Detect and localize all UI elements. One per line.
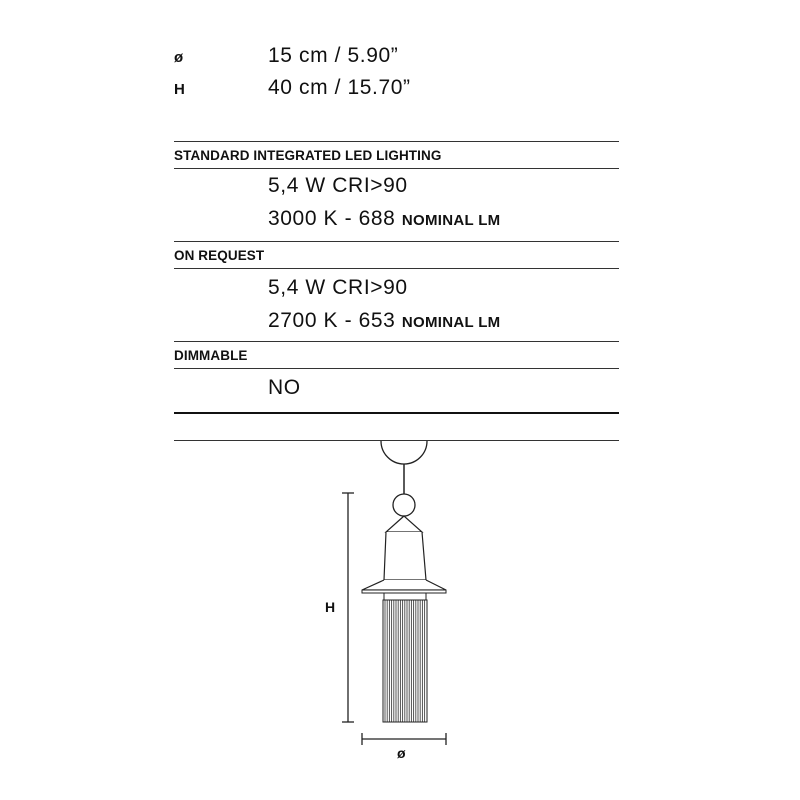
top-sphere [393,494,415,516]
on-request-lumen-unit: NOMINAL LM [401,314,501,331]
lamp-body [384,532,426,580]
lamp-neck [384,593,426,600]
section-label-standard-lighting: STANDARD INTEGRATED LED LIGHTING [174,148,442,163]
drawing-diameter-label: ø [397,745,406,761]
standard-lighting-lumen-unit: NOMINAL LM [401,212,501,229]
drawing-height-label: H [325,599,336,615]
lamp-brim [362,580,446,590]
diameter-symbol: ø [174,49,184,66]
diameter-value: 15 cm / 5.90” [268,44,399,67]
top-cone [386,516,422,532]
on-request-power: 5,4 W CRI>90 [268,276,408,299]
dimmable-value: NO [268,376,301,399]
section-label-on-request: ON REQUEST [174,248,265,263]
height-value: 40 cm / 15.70” [268,76,411,99]
canopy-shape [381,441,427,464]
lamp-fringe [385,600,425,722]
section-label-dimmable: DIMMABLE [174,348,248,363]
on-request-temperature-lumen: 2700 K - 653 [268,309,396,332]
standard-lighting-power: 5,4 W CRI>90 [268,174,408,197]
height-symbol: H [174,81,185,98]
standard-lighting-temperature-lumen: 3000 K - 688 [268,207,396,230]
